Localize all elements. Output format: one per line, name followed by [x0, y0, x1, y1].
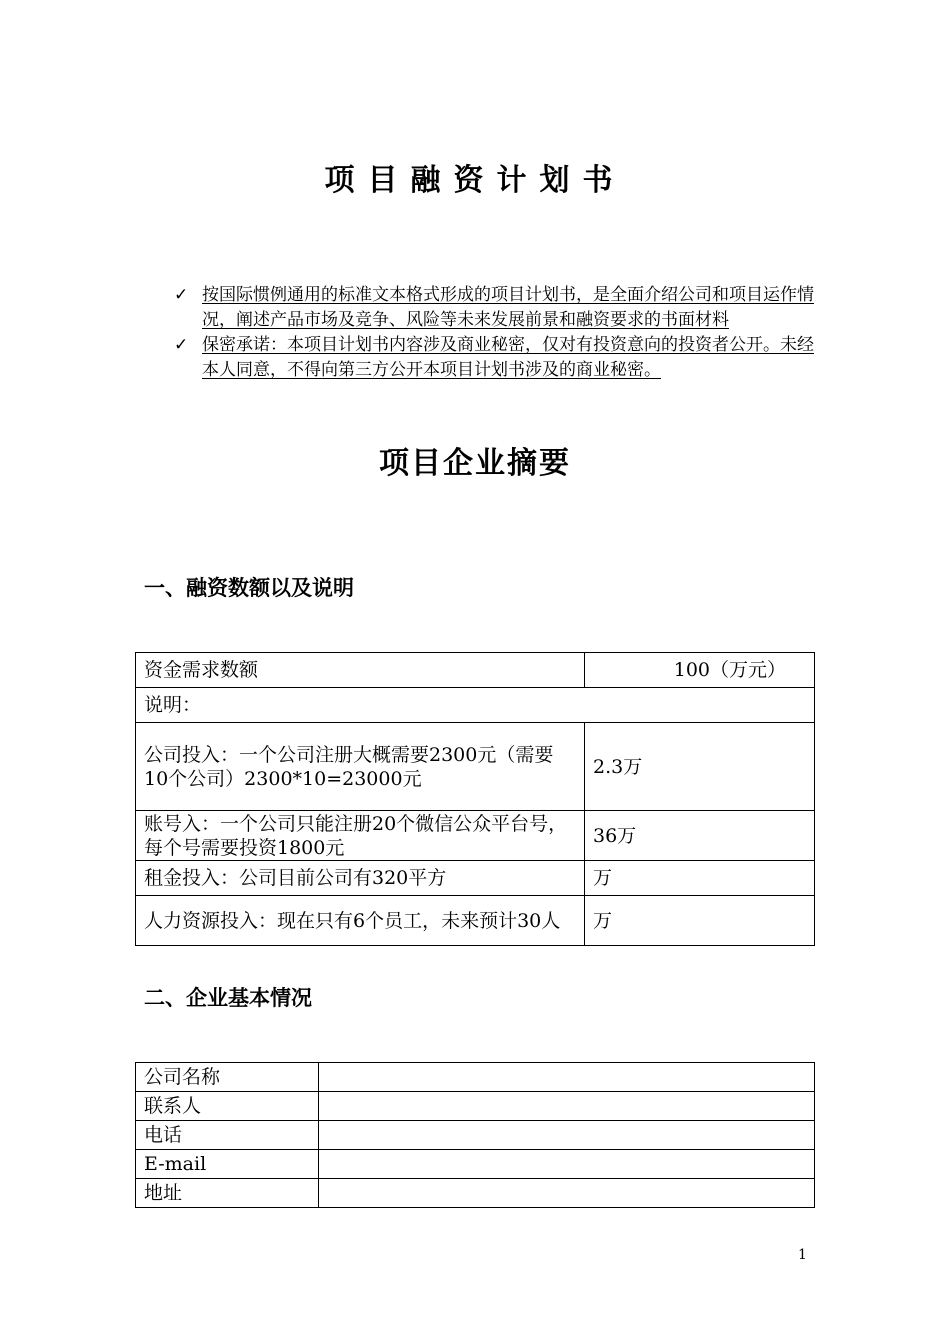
demand-label-cell: 资金需求数额 — [136, 653, 585, 688]
item-cell: 公司投入：一个公司注册大概需要2300元（需要10个公司）2300*10=23000元 — [136, 723, 585, 811]
contact-label: 联系人 — [136, 1092, 319, 1121]
phone-label: 电话 — [136, 1121, 319, 1150]
summary-title: 项目企业摘要 — [379, 446, 571, 481]
company-name-label: 公司名称 — [136, 1063, 319, 1092]
amount-cell: 万 — [585, 896, 815, 946]
item-cell: 租金投入：公司目前公司有320平方 — [136, 861, 585, 896]
section-heading-company-info: 二、企业基本情况 — [144, 986, 312, 1010]
table-row — [136, 1179, 815, 1208]
table-row — [136, 688, 815, 723]
address-label: 地址 — [136, 1179, 319, 1208]
company-info-table — [135, 1062, 815, 1208]
table-row — [136, 811, 815, 861]
address-value — [319, 1179, 815, 1208]
table-row — [136, 653, 815, 688]
amount-cell: 2.3万 — [585, 723, 815, 811]
financing-table — [135, 652, 815, 946]
phone-value — [319, 1121, 815, 1150]
checkmark-icon: ✓ — [174, 335, 189, 355]
table-row — [136, 1150, 815, 1179]
bullet-item — [174, 333, 814, 383]
email-value — [319, 1150, 815, 1179]
page-number: 1 — [798, 1247, 807, 1263]
amount-cell: 36万 — [585, 811, 815, 861]
company-name-value — [319, 1063, 815, 1092]
amount-cell: 万 — [585, 861, 815, 896]
item-cell: 账号入：一个公司只能注册20个微信公众平台号，每个号需要投资1800元 — [136, 811, 585, 861]
table-row — [136, 1121, 815, 1150]
item-cell: 人力资源投入：现在只有6个员工，未来预计30人 — [136, 896, 585, 946]
table-row — [136, 1092, 815, 1121]
checkmark-icon: ✓ — [174, 285, 189, 305]
table-row — [136, 1063, 815, 1092]
intro-bullet-list — [174, 283, 814, 383]
contact-value — [319, 1092, 815, 1121]
email-label: E-mail — [136, 1150, 319, 1179]
table-row — [136, 896, 815, 946]
document-title: 项目融资计划书 — [324, 163, 626, 198]
table-row — [136, 723, 815, 811]
demand-value-cell: 100（万元） — [585, 653, 815, 688]
bullet-text: 保密承诺：本项目计划书内容涉及商业秘密，仅对有投资意向的投资者公开。未经本人同意，不得向第三方公开本项目计划书涉及的商业秘密。 — [202, 335, 814, 380]
table-row — [136, 861, 815, 896]
note-label-cell: 说明： — [136, 688, 815, 723]
bullet-item — [174, 283, 814, 333]
section-heading-financing: 一、融资数额以及说明 — [144, 576, 354, 600]
bullet-text: 按国际惯例通用的标准文本格式形成的项目计划书，是全面介绍公司和项目运作情况，阐述产品市场及竞争、风险等未来发展前景和融资要求的书面材料 — [202, 285, 814, 330]
